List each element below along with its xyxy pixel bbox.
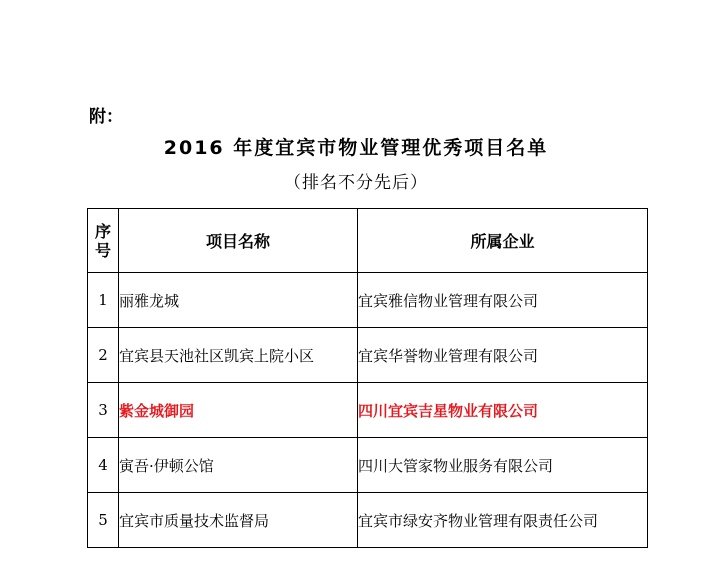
row-project-name: 宜宾市质量技术监督局 [119, 493, 358, 548]
row-project-name: 寅吾·伊顿公馆 [119, 438, 358, 493]
row-company: 宜宾市绿安齐物业管理有限责任公司 [358, 493, 648, 548]
row-number: 2 [88, 328, 119, 383]
table-row-highlighted [88, 383, 648, 438]
header-company: 所属企业 [358, 209, 648, 273]
header-number-line2: 号 [94, 240, 111, 260]
row-number: 4 [88, 438, 119, 493]
row-project-name: 丽雅龙城 [119, 273, 358, 328]
row-project-name: 紫金城御园 [119, 383, 358, 438]
row-company: 四川宜宾吉星物业有限公司 [358, 383, 648, 438]
row-company: 宜宾雅信物业管理有限公司 [358, 273, 648, 328]
header-number [88, 209, 119, 273]
table-row [88, 328, 648, 383]
row-company: 四川大管家物业服务有限公司 [358, 438, 648, 493]
header-project-name: 项目名称 [119, 209, 358, 273]
table-row [88, 273, 648, 328]
table-header-row [88, 209, 648, 273]
row-number: 5 [88, 493, 119, 548]
row-company: 宜宾华誉物业管理有限公司 [358, 328, 648, 383]
table-row [88, 493, 648, 548]
header-number-line1: 序 [94, 221, 111, 241]
table-row [88, 438, 648, 493]
row-number: 1 [88, 273, 119, 328]
row-project-name: 宜宾县天池社区凯宾上院小区 [119, 328, 358, 383]
project-list-table [87, 208, 648, 548]
attachment-label: 附： [89, 107, 123, 127]
row-number: 3 [88, 383, 119, 438]
document-subtitle: （排名不分先后） [284, 173, 428, 193]
document-title: 2016 年度宜宾市物业管理优秀项目名单 [163, 137, 549, 159]
